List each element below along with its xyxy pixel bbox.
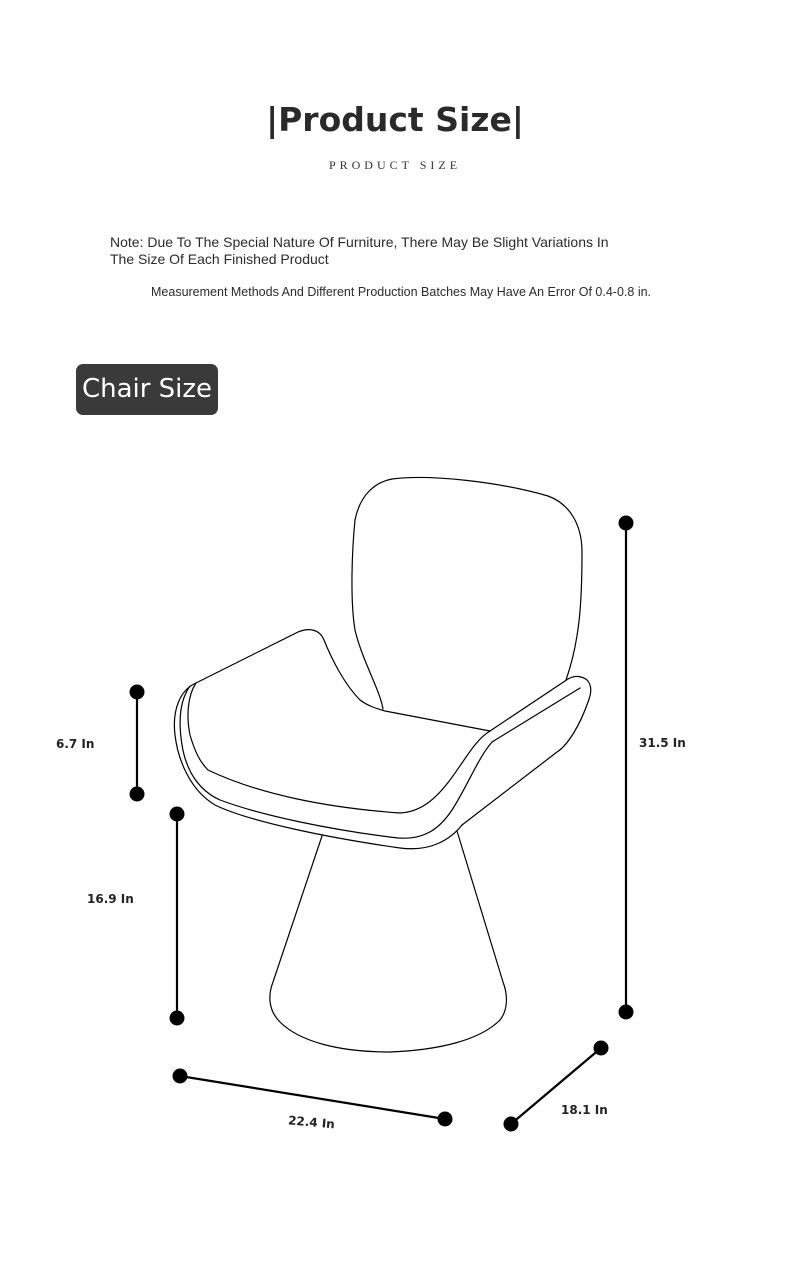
- depth-label: 18.1 In: [561, 1103, 608, 1117]
- chair-shell-outer: [174, 683, 462, 849]
- chair-outline: [174, 478, 591, 1052]
- note-line-1: Note: Due To The Special Nature Of Furniture, There May Be Slight Variations In: [110, 234, 609, 250]
- chair-left-armrest: [196, 630, 490, 731]
- armrest-height-label: 6.7 In: [56, 737, 95, 751]
- chair-right-armrest: [462, 676, 591, 825]
- dimension-lines: [137, 523, 626, 1124]
- chair-size-badge: Chair Size: [76, 364, 218, 415]
- chair-backrest: [352, 478, 582, 709]
- chair-pedestal: [270, 831, 507, 1052]
- dimension-endpoints: [130, 516, 634, 1132]
- seat-height-label: 16.9 In: [87, 892, 134, 906]
- width-label: 22.4 In: [287, 1113, 336, 1132]
- note-line-2: The Size Of Each Finished Product: [110, 251, 329, 267]
- chair-seat-inner: [188, 683, 490, 813]
- width-line: [180, 1076, 445, 1119]
- total-height-label: 31.5 In: [639, 736, 686, 750]
- measurement-error-note: Measurement Methods And Different Production Batches May Have An Error Of 0.4-0.8 in.: [151, 285, 652, 299]
- page-subtitle: PRODUCT SIZE: [328, 158, 462, 172]
- page-title: |Product Size|: [266, 100, 524, 139]
